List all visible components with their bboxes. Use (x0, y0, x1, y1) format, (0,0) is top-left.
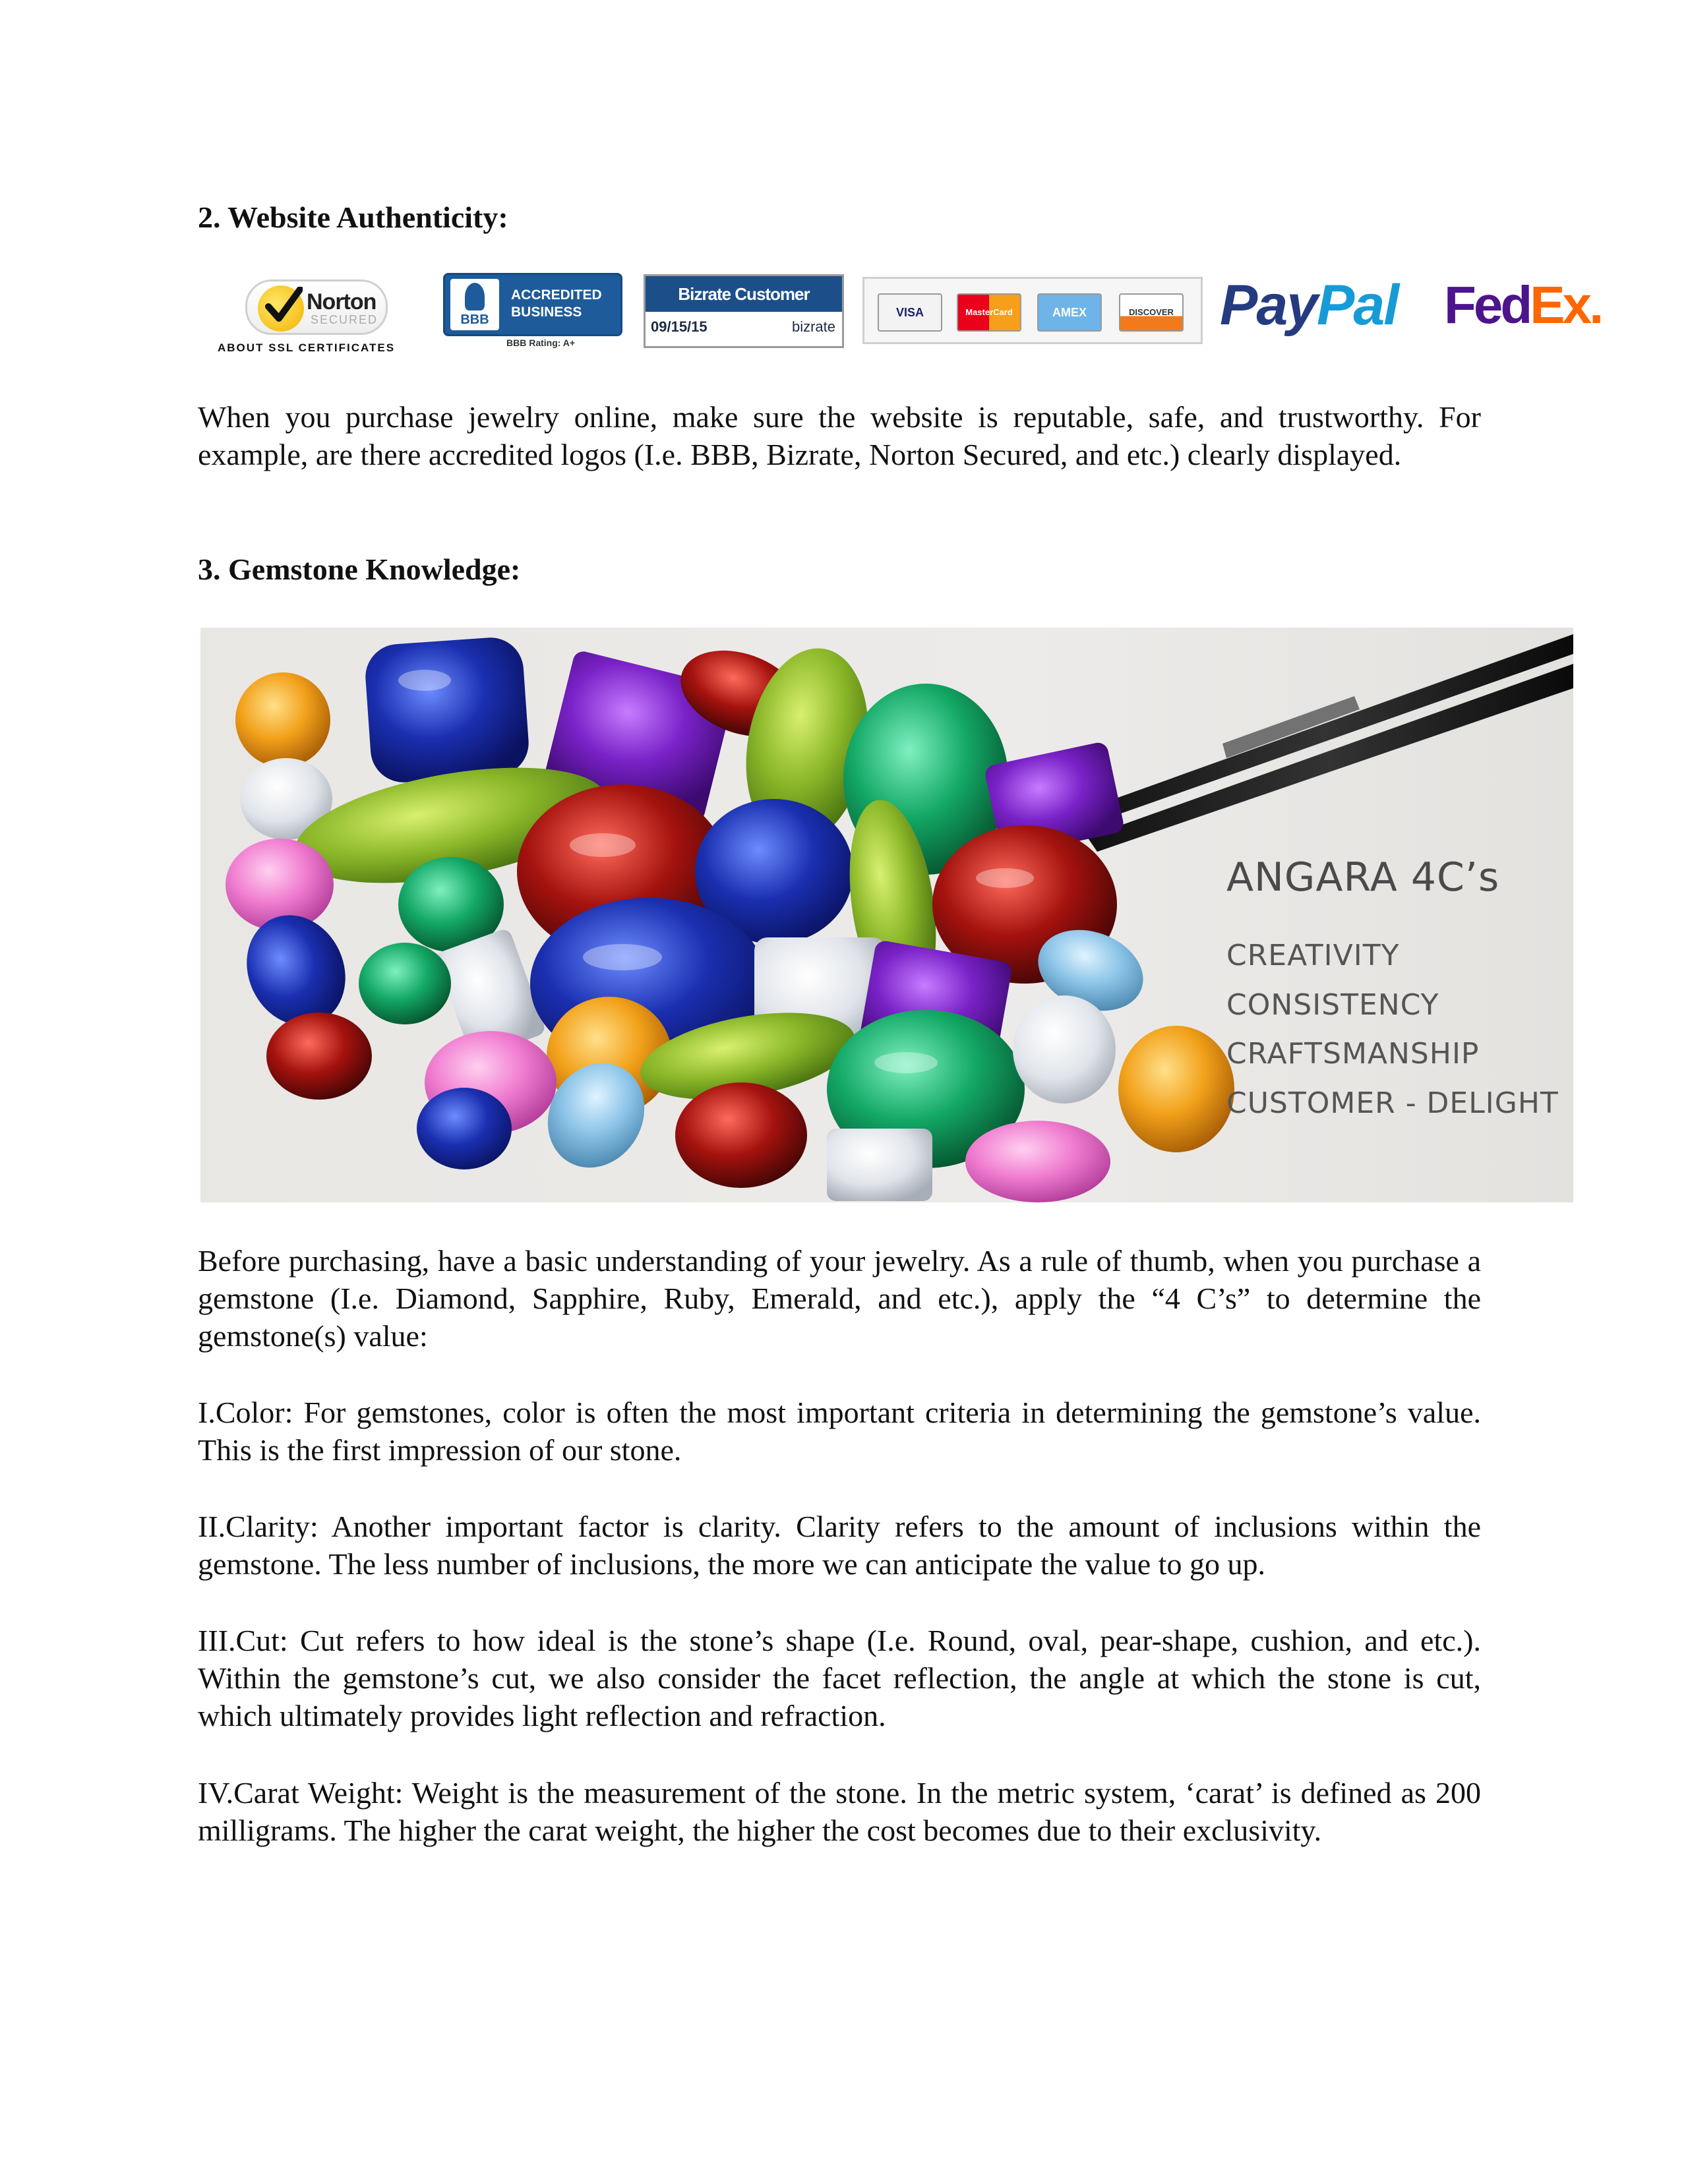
mastercard-icon: MasterCard (957, 293, 1021, 332)
bbb-line2: BUSINESS (511, 305, 582, 320)
angara-item-craftsmanship: CRAFTSMANSHIP (1226, 1037, 1480, 1071)
check-icon (258, 285, 304, 332)
bbb-mark: BBB (460, 312, 489, 327)
clarity-paragraph: II.Clarity: Another important factor is clarity. Clarity refers to the amount of inclusions within the gemstone. The less number of inclusions, the more we can anticipate the value to go up. (198, 1510, 1481, 1581)
amex-card-icon: AMEX (1037, 293, 1102, 332)
bizrate-brand: bizrate (791, 318, 835, 335)
color-paragraph: I.Color: For gemstones, color is often the most important criteria in determining the gemstone’s value. This is the first impression of our stone. (198, 1396, 1481, 1467)
angara-item-customer-delight: CUSTOMER - DELIGHT (1226, 1086, 1559, 1120)
bizrate-date: 09/15/15 (651, 318, 708, 335)
angara-title: ANGARA 4C’s (1226, 854, 1500, 900)
norton-sub: SECURED (311, 313, 378, 326)
norton-caption: ABOUT SSL CERTIFICATES (218, 341, 396, 354)
bizrate-title: Bizrate Customer Certified (646, 276, 842, 312)
paypal-logo: PayPal (1220, 274, 1399, 337)
angara-item-consistency: CONSISTENCY (1226, 988, 1439, 1022)
visa-card-icon: VISA (878, 293, 942, 332)
discover-card-icon: DISCOVER (1119, 293, 1184, 332)
section-heading-website-authenticity: 2. Website Authenticity: (198, 200, 508, 234)
angara-item-creativity: CREATIVITY (1226, 939, 1400, 972)
bbb-rating: BBB Rating: A+ (506, 338, 576, 348)
gemstone-intro-paragraph: Before purchasing, have a basic understanding of your jewelry. As a rule of thumb, when you purchase a gemstone (I.e. Diamond, Sapphire, Ruby, Emerald, and etc.), apply the “4 C’s” to determine the gemstone(s) value: (198, 1244, 1481, 1353)
norton-name: Norton (307, 289, 377, 314)
bizrate-certified-logo (644, 274, 844, 348)
gemstones-image (200, 628, 1573, 1202)
torch-icon (465, 283, 485, 310)
bbb-line1: ACCREDITED (511, 287, 602, 303)
carat-weight-paragraph: IV.Carat Weight: Weight is the measurement of the stone. In the metric system, ‘carat’ is defined as 200 milligrams. The higher the carat weight, the higher the cost becomes due to their exclusivity. (198, 1776, 1481, 1847)
payment-cards-logo (862, 277, 1203, 344)
website-authenticity-paragraph: When you purchase jewelry online, make sure the website is reputable, safe, and trustworthy. For example, are there accredited logos (I.e. BBB, Bizrate, Norton Secured, and etc.) clearly displayed. (198, 400, 1481, 471)
norton-secured-logo (218, 270, 422, 363)
cut-paragraph: III.Cut: Cut refers to how ideal is the stone’s shape (I.e. Round, oval, pear-shape, cushion, and etc.). Within the gemstone’s cut, we also consider the facet reflection, the angle at which the stone is cut, which ultimately provides light reflection and refraction. (198, 1624, 1481, 1732)
section-heading-gemstone-knowledge: 3. Gemstone Knowledge: (198, 552, 521, 586)
fedex-logo: FedEx. (1444, 276, 1602, 334)
bbb-accredited-logo (443, 273, 621, 352)
